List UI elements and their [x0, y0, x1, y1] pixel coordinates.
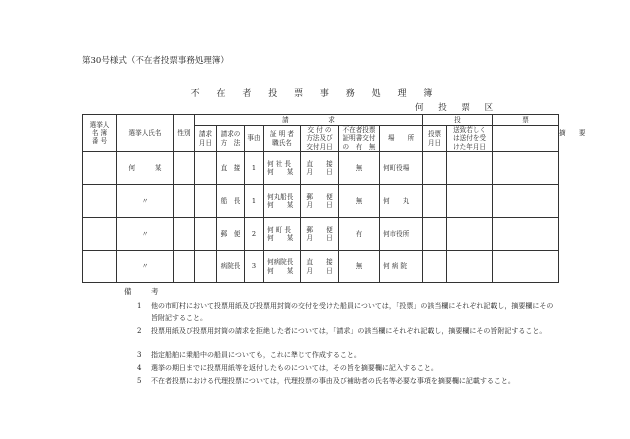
note-item	[137, 325, 561, 337]
cell-request-date	[195, 185, 217, 218]
cell-certificate-issued: 無	[339, 185, 380, 218]
table-row	[83, 251, 559, 283]
notes-heading: 備 考	[124, 287, 165, 296]
note-text: 指定船舶に乗船中の船員についても，これに準じて作成すること。	[151, 351, 361, 359]
note-item	[137, 362, 577, 374]
cell-delivery: 郵 便 月 日	[301, 218, 339, 251]
cell-vote-date	[423, 152, 447, 185]
note-number: 3	[137, 351, 142, 359]
header-certificate-issued: 不在者投票 証明書交付 の 有 無	[339, 126, 380, 152]
cell-gender	[174, 152, 195, 185]
note-number: 2	[137, 327, 142, 335]
cell-place: 何町役場	[380, 152, 423, 185]
cell-certifying-official: 何丸船長 何 某	[264, 185, 301, 218]
cell-vote-date	[423, 251, 447, 283]
cell-remarks	[493, 152, 559, 185]
header-request-method: 請求の 方 法	[217, 126, 245, 152]
cell-place: 何 丸	[380, 185, 423, 218]
cell-voter-name: 〃	[117, 251, 174, 283]
register-table: 選挙人 名 簿 番 号 選挙人氏名 性別 請 求 投 票 摘 要 請求 月日 請求の 方 法 事由 証 明 者 職氏名 交 付 の 方法及び 交付月日 不在者投票 証明書交付 の 有 無 場 所 投票 月日 送致若しく は送付を受 けた年月日 何 某 直 接 1 何 社 長 何 某 直 接 月 日 無 何町役場 〃 船 長 1 何丸船長 何 某 郵 便 月 日 無 何 丸 〃 郵 便 2 何 町 長 何 某 郵 便 月 日 有 何市役所 〃 病院長 3 何病院長 何 某 直 接 月 日 無 何 病 院	[82, 114, 559, 283]
cell-certifying-official: 何 町 長 何 某	[264, 218, 301, 251]
cell-voter-number	[83, 251, 117, 283]
cell-certifying-official: 何 社 長 何 某	[264, 152, 301, 185]
header-vote-group: 投	[423, 115, 493, 126]
note-number: 4	[137, 364, 142, 372]
header-request-group: 請 求	[195, 115, 423, 126]
cell-vote-date	[423, 218, 447, 251]
cell-return-date	[447, 152, 493, 185]
header-gender: 性別	[174, 115, 195, 152]
cell-certificate-issued: 無	[339, 152, 380, 185]
cell-request-method: 郵 便	[217, 218, 245, 251]
district-label: 何 投 票 区	[415, 103, 500, 113]
note-number: 1	[137, 302, 142, 310]
cell-certificate-issued: 有	[339, 218, 380, 251]
cell-remarks	[493, 218, 559, 251]
header-vote-date: 投票 月日	[423, 126, 447, 152]
note-text: 投票用紙及び投票用封筒の請求を拒絶した者については，「請求」の該当欄にそれぞれ記載し，摘要欄にその旨附記すること。	[151, 327, 547, 335]
cell-reason: 2	[245, 218, 264, 251]
cell-return-date	[447, 218, 493, 251]
note-text: 他の市町村において投票用紙及び投票用封筒の交付を受けた船員については，「投票」の該当欄にそれぞれ記載し，摘要欄にその旨附記すること。	[151, 302, 554, 322]
form-label: 第30号様式（不在者投票事務処理簿）	[82, 56, 229, 66]
cell-delivery: 直 接 月 日	[301, 251, 339, 283]
note-number: 5	[137, 377, 142, 385]
cell-gender	[174, 185, 195, 218]
cell-request-method: 船 長	[217, 185, 245, 218]
header-place: 場 所	[380, 126, 423, 152]
note-item	[137, 300, 559, 324]
cell-voter-name: 何 某	[117, 152, 174, 185]
cell-delivery: 郵 便 月 日	[301, 185, 339, 218]
cell-reason: 3	[245, 251, 264, 283]
header-voter-number: 選挙人 名 簿 番 号	[83, 115, 117, 152]
cell-voter-number	[83, 185, 117, 218]
cell-voter-number	[83, 152, 117, 185]
cell-gender	[174, 218, 195, 251]
cell-return-date	[447, 185, 493, 218]
header-return-date: 送致若しく は送付を受 けた年月日	[447, 126, 493, 152]
cell-return-date	[447, 251, 493, 283]
note-item	[137, 375, 607, 387]
header-certifying-official: 証 明 者 職氏名	[264, 126, 301, 152]
table-row	[83, 152, 559, 185]
cell-request-method: 病院長	[217, 251, 245, 283]
cell-request-date	[195, 251, 217, 283]
cell-request-method: 直 接	[217, 152, 245, 185]
header-voter-name: 選挙人氏名	[117, 115, 174, 152]
table-row	[83, 218, 559, 251]
cell-certifying-official: 何病院長 何 某	[264, 251, 301, 283]
cell-delivery: 直 接 月 日	[301, 152, 339, 185]
cell-place: 何 病 院	[380, 251, 423, 283]
header-reason: 事由	[245, 126, 264, 152]
note-text: 不在者投票における代理投票については，代理投票の事由及び補助者の氏名等必要な事項を摘要欄に記載すること。	[151, 377, 515, 385]
cell-gender	[174, 251, 195, 283]
document-title: 不 在 者 投 票 事 務 処 理 簿	[190, 89, 440, 99]
cell-voter-name: 〃	[117, 218, 174, 251]
cell-request-date	[195, 218, 217, 251]
note-text: 選挙の期日までに投票用紙等を返付したものについては，その旨を摘要欄に記入すること。	[151, 364, 438, 372]
cell-voter-name: 〃	[117, 185, 174, 218]
cell-request-date	[195, 152, 217, 185]
header-receipt-group: 票	[493, 115, 559, 126]
note-item	[137, 349, 577, 361]
cell-reason: 1	[245, 152, 264, 185]
cell-remarks	[493, 251, 559, 283]
cell-certificate-issued: 無	[339, 251, 380, 283]
cell-reason: 1	[245, 185, 264, 218]
cell-voter-number	[83, 218, 117, 251]
table-row	[83, 185, 559, 218]
header-delivery-method: 交 付 の 方法及び 交付月日	[301, 126, 339, 152]
header-request-date: 請求 月日	[195, 126, 217, 152]
cell-vote-date	[423, 185, 447, 218]
cell-remarks	[493, 185, 559, 218]
cell-place: 何市役所	[380, 218, 423, 251]
